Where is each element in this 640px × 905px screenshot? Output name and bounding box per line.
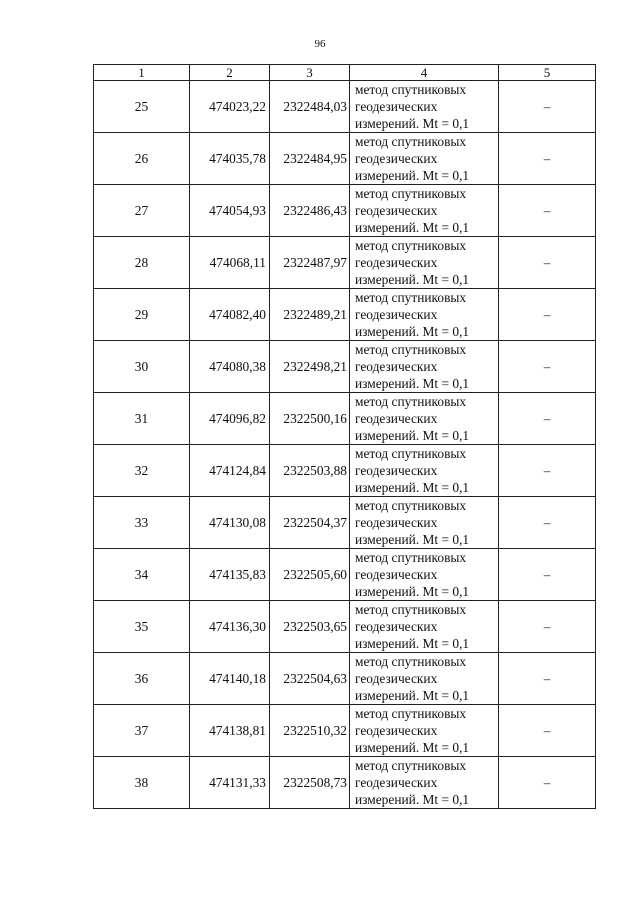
table-row [94,549,596,601]
table-row [94,445,596,497]
y-coordinate-cell: 2322504,37 [270,497,350,549]
table-row [94,393,596,445]
y-coordinate-cell: 2322489,21 [270,289,350,341]
x-coordinate-cell: 474054,93 [190,185,270,237]
x-coordinate-cell: 474124,84 [190,445,270,497]
table-row [94,133,596,185]
note-cell: – [499,445,596,497]
y-coordinate-cell: 2322484,95 [270,133,350,185]
table-row [94,601,596,653]
x-coordinate-cell: 474140,18 [190,653,270,705]
note-cell: – [499,393,596,445]
column-header: 1 [94,65,190,81]
y-coordinate-cell: 2322510,32 [270,705,350,757]
point-number-cell: 25 [94,81,190,133]
x-coordinate-cell: 474136,30 [190,601,270,653]
method-cell: метод спутниковых геодезических измерений. Mt = 0,1 [350,81,499,133]
column-header: 3 [270,65,350,81]
method-cell: метод спутниковых геодезических измерений. Mt = 0,1 [350,237,499,289]
note-cell: – [499,133,596,185]
table-row [94,341,596,393]
method-cell: метод спутниковых геодезических измерений. Mt = 0,1 [350,289,499,341]
point-number-cell: 26 [94,133,190,185]
note-cell: – [499,653,596,705]
y-coordinate-cell: 2322503,65 [270,601,350,653]
table-row [94,237,596,289]
table-header-row [94,65,596,81]
note-cell: – [499,237,596,289]
note-cell: – [499,757,596,809]
note-cell: – [499,497,596,549]
point-number-cell: 35 [94,601,190,653]
x-coordinate-cell: 474135,83 [190,549,270,601]
note-cell: – [499,289,596,341]
y-coordinate-cell: 2322508,73 [270,757,350,809]
method-cell: метод спутниковых геодезических измерений. Mt = 0,1 [350,549,499,601]
x-coordinate-cell: 474131,33 [190,757,270,809]
point-number-cell: 32 [94,445,190,497]
method-cell: метод спутниковых геодезических измерений. Mt = 0,1 [350,757,499,809]
method-cell: метод спутниковых геодезических измерений. Mt = 0,1 [350,653,499,705]
column-header: 5 [499,65,596,81]
y-coordinate-cell: 2322486,43 [270,185,350,237]
method-cell: метод спутниковых геодезических измерений. Mt = 0,1 [350,185,499,237]
point-number-cell: 36 [94,653,190,705]
y-coordinate-cell: 2322505,60 [270,549,350,601]
x-coordinate-cell: 474096,82 [190,393,270,445]
coordinates-table [93,64,596,809]
x-coordinate-cell: 474023,22 [190,81,270,133]
method-cell: метод спутниковых геодезических измерений. Mt = 0,1 [350,341,499,393]
y-coordinate-cell: 2322503,88 [270,445,350,497]
note-cell: – [499,601,596,653]
point-number-cell: 33 [94,497,190,549]
table-row [94,185,596,237]
note-cell: – [499,341,596,393]
method-cell: метод спутниковых геодезических измерений. Mt = 0,1 [350,393,499,445]
note-cell: – [499,185,596,237]
method-cell: метод спутниковых геодезических измерений. Mt = 0,1 [350,601,499,653]
x-coordinate-cell: 474080,38 [190,341,270,393]
point-number-cell: 30 [94,341,190,393]
y-coordinate-cell: 2322500,16 [270,393,350,445]
x-coordinate-cell: 474138,81 [190,705,270,757]
table-row [94,653,596,705]
table-body [94,81,596,809]
column-header: 4 [350,65,499,81]
method-cell: метод спутниковых геодезических измерений. Mt = 0,1 [350,133,499,185]
point-number-cell: 27 [94,185,190,237]
point-number-cell: 34 [94,549,190,601]
note-cell: – [499,81,596,133]
note-cell: – [499,705,596,757]
x-coordinate-cell: 474130,08 [190,497,270,549]
method-cell: метод спутниковых геодезических измерений. Mt = 0,1 [350,445,499,497]
y-coordinate-cell: 2322504,63 [270,653,350,705]
point-number-cell: 37 [94,705,190,757]
point-number-cell: 38 [94,757,190,809]
table-row [94,81,596,133]
point-number-cell: 31 [94,393,190,445]
point-number-cell: 28 [94,237,190,289]
method-cell: метод спутниковых геодезических измерений. Mt = 0,1 [350,705,499,757]
y-coordinate-cell: 2322498,21 [270,341,350,393]
page-number: 96 [314,38,326,50]
column-header: 2 [190,65,270,81]
y-coordinate-cell: 2322484,03 [270,81,350,133]
table-row [94,705,596,757]
point-number-cell: 29 [94,289,190,341]
x-coordinate-cell: 474082,40 [190,289,270,341]
x-coordinate-cell: 474035,78 [190,133,270,185]
table-row [94,289,596,341]
y-coordinate-cell: 2322487,97 [270,237,350,289]
table-row [94,757,596,809]
note-cell: – [499,549,596,601]
table-row [94,497,596,549]
method-cell: метод спутниковых геодезических измерений. Mt = 0,1 [350,497,499,549]
x-coordinate-cell: 474068,11 [190,237,270,289]
